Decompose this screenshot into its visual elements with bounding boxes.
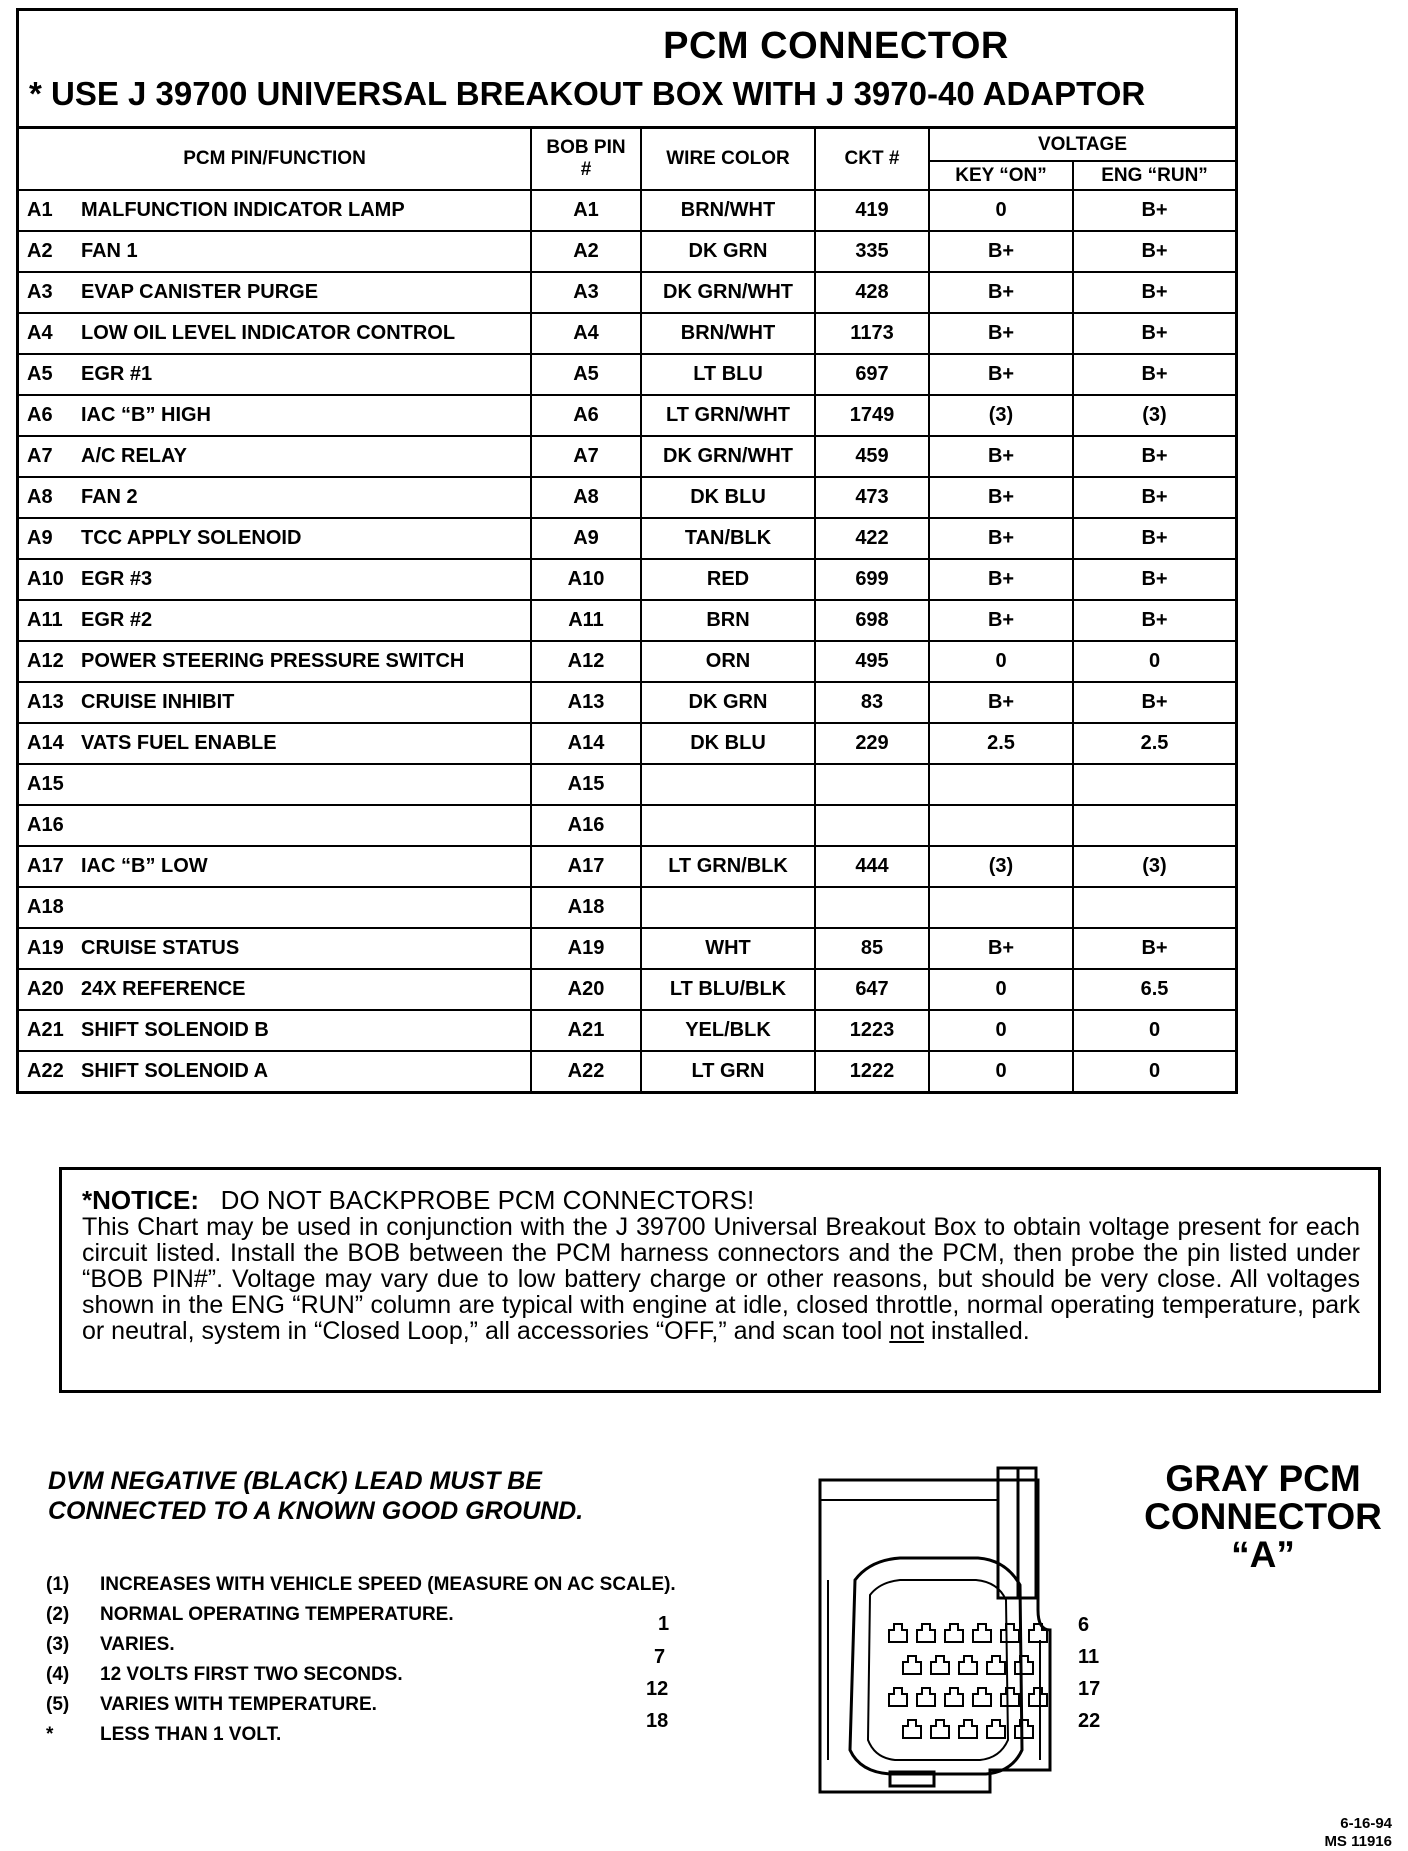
eng-run-cell: B+ <box>1073 682 1235 723</box>
pin-cavity <box>987 1656 1005 1674</box>
bob-pin-cell: A9 <box>531 518 641 559</box>
pin-cavity <box>945 1624 963 1642</box>
key-on-cell: B+ <box>929 231 1073 272</box>
pin-function: EVAP CANISTER PURGE <box>81 281 319 303</box>
pin-code: A1 <box>27 199 53 221</box>
pcm-connector-table-sheet <box>16 8 1238 1094</box>
pin-function-cell <box>19 354 531 395</box>
eng-run-cell: B+ <box>1073 313 1235 354</box>
cavity-label-1: 1 <box>658 1613 670 1635</box>
eng-run-cell: 6.5 <box>1073 969 1235 1010</box>
bob-pin-cell: A10 <box>531 559 641 600</box>
pin-function-cell <box>19 1010 531 1051</box>
cavity-label-17: 17 <box>1078 1678 1101 1700</box>
pin-code: A11 <box>27 609 63 631</box>
notice-text-end: installed. <box>924 1317 1030 1345</box>
col-header-bob-pin-hash: # <box>580 159 592 180</box>
wire-color-cell: LT BLU <box>641 354 815 395</box>
pin-code: A6 <box>27 404 53 426</box>
key-on-cell: 0 <box>929 1010 1073 1051</box>
key-on-cell: B+ <box>929 559 1073 600</box>
ckt-cell: 495 <box>815 641 929 682</box>
table-row <box>19 1051 1235 1092</box>
key-on-cell: B+ <box>929 682 1073 723</box>
wire-color-cell: ORN <box>641 641 815 682</box>
ckt-cell: 1173 <box>815 313 929 354</box>
bob-pin-cell: A11 <box>531 600 641 641</box>
table-row <box>19 518 1235 559</box>
pin-cavity <box>973 1624 991 1642</box>
document-date: 6-16-94 <box>1340 1815 1392 1832</box>
ckt-cell: 647 <box>815 969 929 1010</box>
footnote <box>46 1570 676 1600</box>
footnote <box>46 1720 676 1750</box>
pin-function: TCC APPLY SOLENOID <box>81 527 302 549</box>
ckt-cell: 444 <box>815 846 929 887</box>
pin-function-cell <box>19 395 531 436</box>
pin-code: A13 <box>27 691 64 713</box>
ckt-cell <box>815 764 929 805</box>
pin-function: IAC “B” HIGH <box>81 404 211 426</box>
pin-code: A22 <box>27 1060 64 1082</box>
pin-function-cell <box>19 313 531 354</box>
footnote-text: VARIES WITH TEMPERATURE. <box>100 1694 377 1715</box>
wire-color-cell: TAN/BLK <box>641 518 815 559</box>
pin-function: EGR #3 <box>81 568 153 590</box>
pin-code: A14 <box>27 732 64 754</box>
bob-pin-cell: A18 <box>531 887 641 928</box>
key-on-cell: (3) <box>929 846 1073 887</box>
wire-color-cell: DK GRN <box>641 682 815 723</box>
footnote <box>46 1600 676 1630</box>
table-row <box>19 887 1235 928</box>
key-on-cell: B+ <box>929 477 1073 518</box>
footnote-mark: (3) <box>46 1634 70 1655</box>
notice-body <box>82 1214 1360 1344</box>
document-code: MS 11916 <box>1324 1833 1392 1850</box>
eng-run-cell: B+ <box>1073 272 1235 313</box>
pin-function: SHIFT SOLENOID B <box>81 1019 269 1041</box>
ckt-cell: 699 <box>815 559 929 600</box>
cavity-label-12: 12 <box>646 1678 669 1700</box>
pin-function: POWER STEERING PRESSURE SWITCH <box>81 650 465 672</box>
eng-run-cell: (3) <box>1073 395 1235 436</box>
bob-pin-cell: A15 <box>531 764 641 805</box>
ckt-cell <box>815 805 929 846</box>
bob-pin-cell: A5 <box>531 354 641 395</box>
title-area <box>19 11 1235 129</box>
eng-run-cell: 0 <box>1073 1010 1235 1051</box>
col-header-wire-color: WIRE COLOR <box>641 129 815 190</box>
pin-function-cell <box>19 272 531 313</box>
pin-code: A18 <box>27 896 64 918</box>
pin-function-cell <box>19 477 531 518</box>
key-on-cell: B+ <box>929 272 1073 313</box>
document-id <box>1324 1815 1392 1851</box>
eng-run-cell: 0 <box>1073 1051 1235 1092</box>
pin-function-cell <box>19 682 531 723</box>
pin-code: A2 <box>27 240 53 262</box>
bob-pin-cell: A8 <box>531 477 641 518</box>
pin-function: IAC “B” LOW <box>81 855 208 877</box>
ckt-cell: 422 <box>815 518 929 559</box>
ckt-cell: 85 <box>815 928 929 969</box>
key-on-cell: 0 <box>929 1051 1073 1092</box>
bob-pin-cell: A20 <box>531 969 641 1010</box>
cavity-label-22: 22 <box>1078 1710 1101 1732</box>
pin-function-cell <box>19 887 531 928</box>
table-row <box>19 272 1235 313</box>
pin-code: A9 <box>27 527 53 549</box>
ckt-cell: 428 <box>815 272 929 313</box>
footnote <box>46 1690 676 1720</box>
dvm-warning-line: DVM NEGATIVE (BLACK) LEAD MUST BE <box>48 1467 542 1495</box>
pin-function: CRUISE STATUS <box>81 937 240 959</box>
ckt-cell: 335 <box>815 231 929 272</box>
pin-function: CRUISE INHIBIT <box>81 691 235 713</box>
pin-cavity <box>987 1720 1005 1738</box>
pin-code: A5 <box>27 363 53 385</box>
ckt-cell: 459 <box>815 436 929 477</box>
key-on-cell: B+ <box>929 600 1073 641</box>
wire-color-cell: LT GRN <box>641 1051 815 1092</box>
bob-pin-cell: A4 <box>531 313 641 354</box>
pin-function-cell <box>19 641 531 682</box>
pin-code: A17 <box>27 855 64 877</box>
wire-color-cell: LT GRN/WHT <box>641 395 815 436</box>
ckt-cell: 1223 <box>815 1010 929 1051</box>
pin-cavity <box>903 1720 921 1738</box>
connector-face <box>850 1558 1022 1774</box>
pin-function-cell <box>19 518 531 559</box>
table-row <box>19 436 1235 477</box>
wire-color-cell: RED <box>641 559 815 600</box>
pin-function-cell <box>19 969 531 1010</box>
wire-color-cell <box>641 764 815 805</box>
wire-color-cell: BRN/WHT <box>641 190 815 231</box>
key-on-cell: 2.5 <box>929 723 1073 764</box>
eng-run-cell: B+ <box>1073 477 1235 518</box>
page-title: PCM CONNECTOR <box>663 25 1009 67</box>
dvm-warning <box>48 1466 583 1526</box>
pin-table-body <box>19 190 1235 1092</box>
notice-headline: DO NOT BACKPROBE PCM CONNECTORS! <box>220 1185 755 1215</box>
ckt-cell: 1749 <box>815 395 929 436</box>
table-row <box>19 354 1235 395</box>
key-on-cell <box>929 764 1073 805</box>
table-row <box>19 805 1235 846</box>
pin-function-cell <box>19 764 531 805</box>
eng-run-cell: B+ <box>1073 354 1235 395</box>
pin-function: MALFUNCTION INDICATOR LAMP <box>81 199 405 221</box>
pin-code: A16 <box>27 814 64 836</box>
pin-code: A19 <box>27 937 64 959</box>
eng-run-cell: 0 <box>1073 641 1235 682</box>
connector-title-line: GRAY PCM <box>1165 1458 1361 1499</box>
table-row <box>19 395 1235 436</box>
pin-cavity <box>931 1720 949 1738</box>
pin-function: EGR #1 <box>81 363 153 385</box>
key-on-cell: (3) <box>929 395 1073 436</box>
eng-run-cell: B+ <box>1073 518 1235 559</box>
footnote-text: INCREASES WITH VEHICLE SPEED (MEASURE ON AC SCALE). <box>100 1574 676 1595</box>
footnote <box>46 1630 676 1660</box>
bob-pin-cell: A22 <box>531 1051 641 1092</box>
ckt-cell <box>815 887 929 928</box>
eng-run-cell: (3) <box>1073 846 1235 887</box>
eng-run-cell <box>1073 887 1235 928</box>
pin-code: A12 <box>27 650 64 672</box>
pin-function-cell <box>19 928 531 969</box>
connector-drawing <box>750 1460 1130 1800</box>
pin-function: FAN 1 <box>81 240 138 262</box>
wire-color-cell <box>641 887 815 928</box>
pin-function: LOW OIL LEVEL INDICATOR CONTROL <box>81 322 456 344</box>
eng-run-cell: B+ <box>1073 190 1235 231</box>
wire-color-cell: DK BLU <box>641 477 815 518</box>
footnote-mark: * <box>46 1724 54 1745</box>
col-header-voltage: VOLTAGE <box>929 129 1235 161</box>
table-row <box>19 641 1235 682</box>
table-row <box>19 928 1235 969</box>
col-header-pin-function: PCM PIN/FUNCTION <box>19 129 531 190</box>
wire-color-cell: BRN/WHT <box>641 313 815 354</box>
ckt-cell: 1222 <box>815 1051 929 1092</box>
key-on-cell: B+ <box>929 313 1073 354</box>
footnote-text: LESS THAN 1 VOLT. <box>100 1724 282 1745</box>
connector-title-line: CONNECTOR <box>1144 1496 1382 1537</box>
cavity-label-6: 6 <box>1078 1614 1090 1636</box>
notice-text: This Chart may be used in conjunction with the J 39700 Universal Breakout Box to obtain voltage present for each circuit listed. Install the BOB between the PCM harness connectors and the PCM, then probe the pin listed under “BOB PIN#”. Voltage may vary due to low battery charge or other reasons, but should be very close. All voltages shown in the ENG “RUN” column are typical with engine at idle, closed throttle, normal operating temperature, park or neutral, system in “Closed Loop,” all accessories “OFF,” and scan tool <box>82 1213 1360 1345</box>
bob-pin-cell: A6 <box>531 395 641 436</box>
pin-function-cell <box>19 723 531 764</box>
bob-pin-cell: A13 <box>531 682 641 723</box>
col-header-key-on: KEY “ON” <box>929 161 1073 190</box>
wire-color-cell <box>641 805 815 846</box>
pin-cavity <box>1015 1656 1033 1674</box>
key-on-cell: 0 <box>929 969 1073 1010</box>
key-on-cell <box>929 887 1073 928</box>
wire-color-cell: DK GRN/WHT <box>641 272 815 313</box>
pin-cavity <box>973 1688 991 1706</box>
bob-pin-cell: A21 <box>531 1010 641 1051</box>
connector-diagram <box>646 1460 1130 1800</box>
pin-cavity <box>917 1624 935 1642</box>
footnote-mark: (2) <box>46 1604 70 1625</box>
pin-function-cell <box>19 846 531 887</box>
eng-run-cell: B+ <box>1073 231 1235 272</box>
pin-cavity <box>1029 1688 1047 1706</box>
ckt-cell: 697 <box>815 354 929 395</box>
pin-function: SHIFT SOLENOID A <box>81 1060 269 1082</box>
notice-emphasis: not <box>889 1317 925 1345</box>
table-row <box>19 682 1235 723</box>
pin-cavity <box>1001 1624 1019 1642</box>
connector-title <box>1130 1460 1396 1574</box>
table-row <box>19 313 1235 354</box>
bob-pin-cell: A17 <box>531 846 641 887</box>
bob-pin-cell: A19 <box>531 928 641 969</box>
table-row <box>19 600 1235 641</box>
table-row <box>19 969 1235 1010</box>
wire-color-cell: LT GRN/BLK <box>641 846 815 887</box>
pin-cavity <box>1015 1720 1033 1738</box>
pin-function-cell <box>19 231 531 272</box>
notice-heading <box>82 1186 1360 1214</box>
key-on-cell: B+ <box>929 436 1073 477</box>
footnote-mark: (5) <box>46 1694 70 1715</box>
col-header-bob-pin <box>531 129 641 190</box>
ckt-cell: 83 <box>815 682 929 723</box>
eng-run-cell <box>1073 764 1235 805</box>
eng-run-cell: B+ <box>1073 559 1235 600</box>
table-row <box>19 231 1235 272</box>
ckt-cell: 473 <box>815 477 929 518</box>
pin-cavity <box>889 1624 907 1642</box>
table-row <box>19 723 1235 764</box>
pin-cavity <box>903 1656 921 1674</box>
pin-function-cell <box>19 436 531 477</box>
pin-function-cell <box>19 1051 531 1092</box>
eng-run-cell: 2.5 <box>1073 723 1235 764</box>
col-header-bob-pin-label: BOB PIN <box>546 137 626 158</box>
pin-function-cell <box>19 600 531 641</box>
pin-cavity <box>1001 1688 1019 1706</box>
footnote-text: NORMAL OPERATING TEMPERATURE. <box>100 1604 454 1625</box>
pin-function: 24X REFERENCE <box>81 978 246 1000</box>
bob-pin-cell: A2 <box>531 231 641 272</box>
footnote-mark: (1) <box>46 1574 70 1595</box>
table-row <box>19 1010 1235 1051</box>
bob-pin-cell: A12 <box>531 641 641 682</box>
pin-code: A8 <box>27 486 53 508</box>
pin-code: A3 <box>27 281 53 303</box>
key-on-cell: 0 <box>929 190 1073 231</box>
notice-box <box>59 1167 1381 1393</box>
pin-cavity <box>889 1688 907 1706</box>
table-row <box>19 477 1235 518</box>
table-row <box>19 559 1235 600</box>
pin-code: A10 <box>27 568 64 590</box>
bob-pin-cell: A1 <box>531 190 641 231</box>
cavity-label-18: 18 <box>646 1710 669 1732</box>
wire-color-cell: DK GRN <box>641 231 815 272</box>
dvm-warning-line: CONNECTED TO A KNOWN GOOD GROUND. <box>48 1497 584 1525</box>
bob-pin-cell: A14 <box>531 723 641 764</box>
footnotes <box>46 1570 676 1750</box>
pin-cavity <box>931 1656 949 1674</box>
pin-cavity <box>959 1656 977 1674</box>
wire-color-cell: DK BLU <box>641 723 815 764</box>
pin-function-cell <box>19 559 531 600</box>
key-on-cell <box>929 805 1073 846</box>
pin-cavity <box>945 1688 963 1706</box>
key-on-cell: B+ <box>929 518 1073 559</box>
table-row <box>19 764 1235 805</box>
pin-cavity <box>917 1688 935 1706</box>
cavity-label-7: 7 <box>654 1646 666 1668</box>
page-subtitle: * USE J 39700 UNIVERSAL BREAKOUT BOX WITH J 3970-40 ADAPTOR <box>29 75 1146 112</box>
bob-pin-cell: A7 <box>531 436 641 477</box>
table-row <box>19 846 1235 887</box>
pin-function: VATS FUEL ENABLE <box>81 732 277 754</box>
connector-title-line: “A” <box>1231 1534 1295 1575</box>
bob-pin-cell: A16 <box>531 805 641 846</box>
key-on-cell: B+ <box>929 928 1073 969</box>
footnote <box>46 1660 676 1690</box>
wire-color-cell: LT BLU/BLK <box>641 969 815 1010</box>
footnote-text: 12 VOLTS FIRST TWO SECONDS. <box>100 1664 403 1685</box>
col-header-eng-run: ENG “RUN” <box>1073 161 1235 190</box>
pin-function: EGR #2 <box>81 609 153 631</box>
eng-run-cell: B+ <box>1073 600 1235 641</box>
key-on-cell: B+ <box>929 354 1073 395</box>
pin-function: FAN 2 <box>81 486 138 508</box>
col-header-ckt: CKT # <box>815 129 929 190</box>
bob-pin-cell: A3 <box>531 272 641 313</box>
eng-run-cell <box>1073 805 1235 846</box>
wire-color-cell: WHT <box>641 928 815 969</box>
pin-code: A15 <box>27 773 64 795</box>
pin-table <box>19 129 1235 1093</box>
pin-function: A/C RELAY <box>81 445 187 467</box>
footnote-mark: (4) <box>46 1664 70 1685</box>
pin-code: A21 <box>27 1019 64 1041</box>
eng-run-cell: B+ <box>1073 928 1235 969</box>
ckt-cell: 698 <box>815 600 929 641</box>
wire-color-cell: DK GRN/WHT <box>641 436 815 477</box>
pin-code: A7 <box>27 445 53 467</box>
wire-color-cell: BRN <box>641 600 815 641</box>
notice-label: *NOTICE: <box>82 1185 199 1215</box>
cavity-label-11: 11 <box>1078 1646 1100 1668</box>
pin-cavities <box>889 1624 1047 1738</box>
ckt-cell: 229 <box>815 723 929 764</box>
key-on-cell: 0 <box>929 641 1073 682</box>
pin-code: A4 <box>27 322 53 344</box>
pin-code: A20 <box>27 978 64 1000</box>
pin-function-cell <box>19 190 531 231</box>
ckt-cell: 419 <box>815 190 929 231</box>
pin-function-cell <box>19 805 531 846</box>
wire-color-cell: YEL/BLK <box>641 1010 815 1051</box>
connector-latch <box>1018 1468 1036 1598</box>
eng-run-cell: B+ <box>1073 436 1235 477</box>
pin-cavity <box>959 1720 977 1738</box>
footnote-text: VARIES. <box>100 1634 175 1655</box>
table-row <box>19 190 1235 231</box>
